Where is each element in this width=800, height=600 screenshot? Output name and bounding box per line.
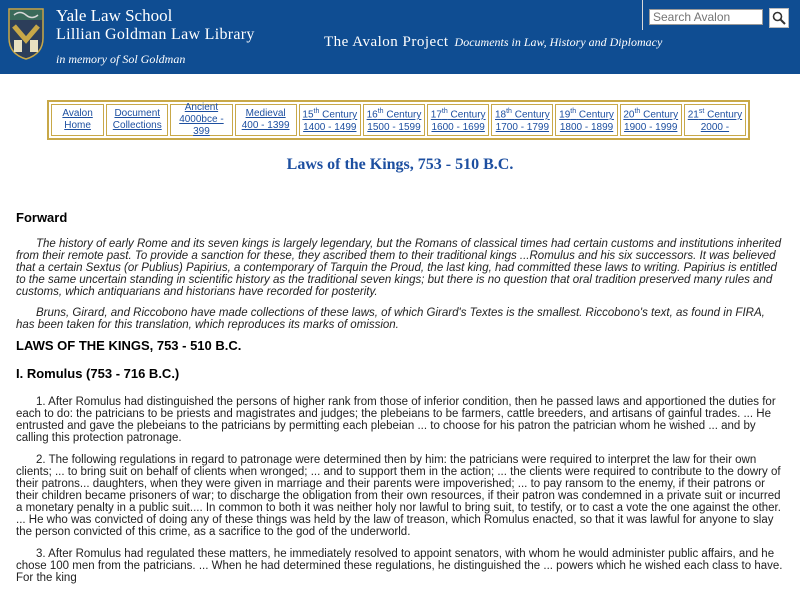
nav-17th-century[interactable]: 17th Century 1600 - 1699 [427,104,489,136]
search-area [642,0,800,30]
nav-15th-century[interactable]: 15th Century 1400 - 1499 [299,104,361,136]
nav-avalon-home[interactable]: Avalon Home [51,104,104,136]
search-icon [772,11,786,25]
law-paragraph: 1. After Romulus had distinguished the persons of higher rank from those of inferior condition, then he passed laws and apportioned the duties for each to do: the patricians to be priests and magistrates and judges; the plebeians to be farmers, cattle breeders, and artisans of gainful trades. ... He entrusted and gave the plebeians to the patricians by permitting each plebeian ... to choose for his patron the patrician whom he wished ... and by calling this protection patronage. [16,396,776,444]
school-name[interactable]: Yale Law School [56,6,173,25]
project-name[interactable]: The Avalon Project [324,34,449,50]
search-button[interactable] [769,8,789,28]
laws-heading: LAWS OF THE KINGS, 753 - 510 B.C. [16,338,242,353]
site-banner [0,0,800,74]
century-navigation [47,100,750,140]
shield-logo-icon[interactable] [8,8,44,60]
search-input[interactable] [649,9,763,25]
nav-16th-century[interactable]: 16th Century 1500 - 1599 [363,104,425,136]
nav-medieval[interactable]: Medieval 400 - 1399 [235,104,297,136]
project-title[interactable] [324,34,662,51]
romulus-heading: I. Romulus (753 - 716 B.C.) [16,366,180,381]
law-paragraph: 3. After Romulus had regulated these matters, he immediately resolved to appoint senators, with whom he would administer public affairs, and he chose 100 men from the patricians. ... When he had determined these regulations, he distinguished the ... powers which he wished each class to have. For the king [16,548,783,584]
forward-paragraph: Bruns, Girard, and Riccobono have made collections of these laws, of which Girard's Textes is the smallest. Riccobono's text, as found in FIRA, has been taken for this translation, which reproduces its marks of omission. [16,307,765,331]
nav-21st-century[interactable]: 21st Century 2000 - [684,104,746,136]
forward-paragraph: The history of early Rome and its seven kings is largely legendary, but the Romans of classical times had certain customs and institutions inherited from their remote past. To provide a sanction for these, they ascribed them to their traditional kings ...Romulus and his six successors. It was believed that a certain Sextus (or Publius) Papirius, a contemporary of Tarquin the Proud, the last king, had committed these laws to writing. Papirius is entitled to the same uncertain standing in scientific history as the traditional seven kings; but there is no question that oral tradition preserved many rules and customs, which antiquarians and historians have recorded for posterity. [16,238,782,298]
nav-19th-century[interactable]: 19th Century 1800 - 1899 [555,104,617,136]
nav-18th-century[interactable]: 18th Century 1700 - 1799 [491,104,553,136]
nav-20th-century[interactable]: 20th Century 1900 - 1999 [620,104,682,136]
page-title: Laws of the Kings, 753 - 510 B.C. [286,156,514,173]
law-paragraph: 2. The following regulations in regard to patronage were determined then by him: the patricians were required to interpret the law for their own clients; ... to bring suit on behalf of clients when wronged; ... and to support them in the action; ... the clients were required to contribute to the dowry of their patrons... daughters, when they were given in marriage and their parents were impoverished; ... to pay ransom to the enemy, if their patrons or their children became prisoners of war; to discharge the obligation from their own resources, if their patron was condemned in a private suit or incurred a monetary penalty in a public suit.... In common to both it was neither holy nor lawful to bring suit, to testify, or to cast a vote the one against the other. ... He who was convicted of doing any of these things was held by the law of treason, which Romulus enacted, so that it was lawful for anyone to slay the person convicted of this crime, as a sacrifice to the god of the underworld. [16,454,781,538]
project-subtitle: Documents in Law, History and Diplomacy [454,35,663,49]
document-body [16,212,786,594]
memory-text: in memory of Sol Goldman [56,52,186,66]
library-name[interactable]: Lillian Goldman Law Library [56,26,255,43]
nav-document-collections[interactable]: Document Collections [106,104,168,136]
nav-ancient[interactable]: Ancient 4000bce - 399 [170,104,232,136]
forward-heading: Forward [16,210,68,225]
